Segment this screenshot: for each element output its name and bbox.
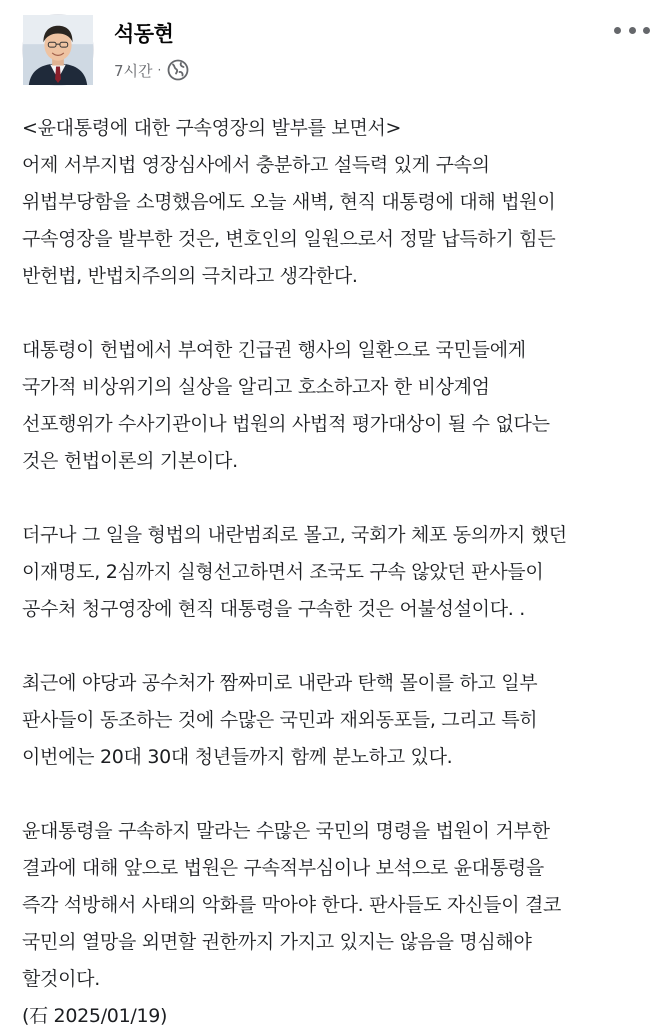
paragraph <box>22 332 652 480</box>
text-line: 국민의 열망을 외면할 권한까지 가지고 있지는 않음을 명심해야 <box>22 931 532 953</box>
text-line: 어제 서부지법 영장심사에서 충분하고 설득력 있게 구속의 <box>22 154 490 176</box>
text-line: 이재명도, 2심까지 실형선고하면서 조국도 구속 않았던 판사들이 <box>22 561 544 583</box>
text-line: 대통령이 헌법에서 부여한 긴급권 행사의 일환으로 국민들에게 <box>22 339 526 361</box>
text-line: <윤대통령에 대한 구속영장의 발부를 보면서> <box>22 117 402 139</box>
dot <box>614 27 621 34</box>
paragraph <box>22 517 652 628</box>
more-options-icon[interactable] <box>614 20 650 40</box>
post-timestamp[interactable]: 7시간 <box>114 61 153 80</box>
paragraph <box>22 813 652 1035</box>
text-line: 것은 헌법이론의 기본이다. <box>22 450 238 472</box>
text-line: 이번에는 20대 30대 청년들까지 함께 분노하고 있다. <box>22 746 453 768</box>
text-line: 구속영장을 발부한 것은, 변호인의 일원으로서 정말 납득하기 힘든 <box>22 228 556 250</box>
text-line: 반헌법, 반법치주의의 극치라고 생각한다. <box>22 265 358 287</box>
text-line: 더구나 그 일을 형법의 내란범죄로 몰고, 국회가 체포 동의까지 했던 <box>22 524 567 546</box>
text-line: 즉각 석방해서 사태의 악화를 막아야 한다. 판사들도 자신들이 결코 <box>22 894 562 916</box>
meta-separator: · <box>157 63 162 77</box>
text-line: 윤대통령을 구속하지 말라는 수많은 국민의 명령을 법원이 거부한 <box>22 820 550 842</box>
profile-photo <box>23 15 93 85</box>
avatar[interactable] <box>22 14 94 86</box>
paragraph <box>22 110 652 295</box>
globe-icon[interactable] <box>167 59 189 81</box>
post-header <box>0 0 670 100</box>
text-line: 국가적 비상위기의 실상을 알리고 호소하고자 한 비상계엄 <box>22 376 490 398</box>
signature-line: (石 2025/01/19) <box>22 1005 168 1027</box>
text-line: 위법부당함을 소명했음에도 오늘 새벽, 현직 대통령에 대해 법원이 <box>22 191 556 213</box>
dot <box>643 27 650 34</box>
text-line: 판사들이 동조하는 것에 수많은 국민과 재외동포들, 그리고 특히 <box>22 709 538 731</box>
text-line: 결과에 대해 앞으로 법원은 구속적부심이나 보석으로 윤대통령을 <box>22 857 544 879</box>
text-line: 선포행위가 수사기관이나 법원의 사법적 평가대상이 될 수 없다는 <box>22 413 550 435</box>
text-line: 최근에 야당과 공수처가 짬짜미로 내란과 탄핵 몰이를 하고 일부 <box>22 672 538 694</box>
post-text <box>22 110 652 1035</box>
post-meta <box>114 58 189 82</box>
text-line: 공수처 청구영장에 현직 대통령을 구속한 것은 어불성설이다. . <box>22 598 526 620</box>
dot <box>629 27 636 34</box>
author-name[interactable]: 석동현 <box>114 22 174 46</box>
text-line: 할것이다. <box>22 968 100 990</box>
paragraph <box>22 665 652 776</box>
